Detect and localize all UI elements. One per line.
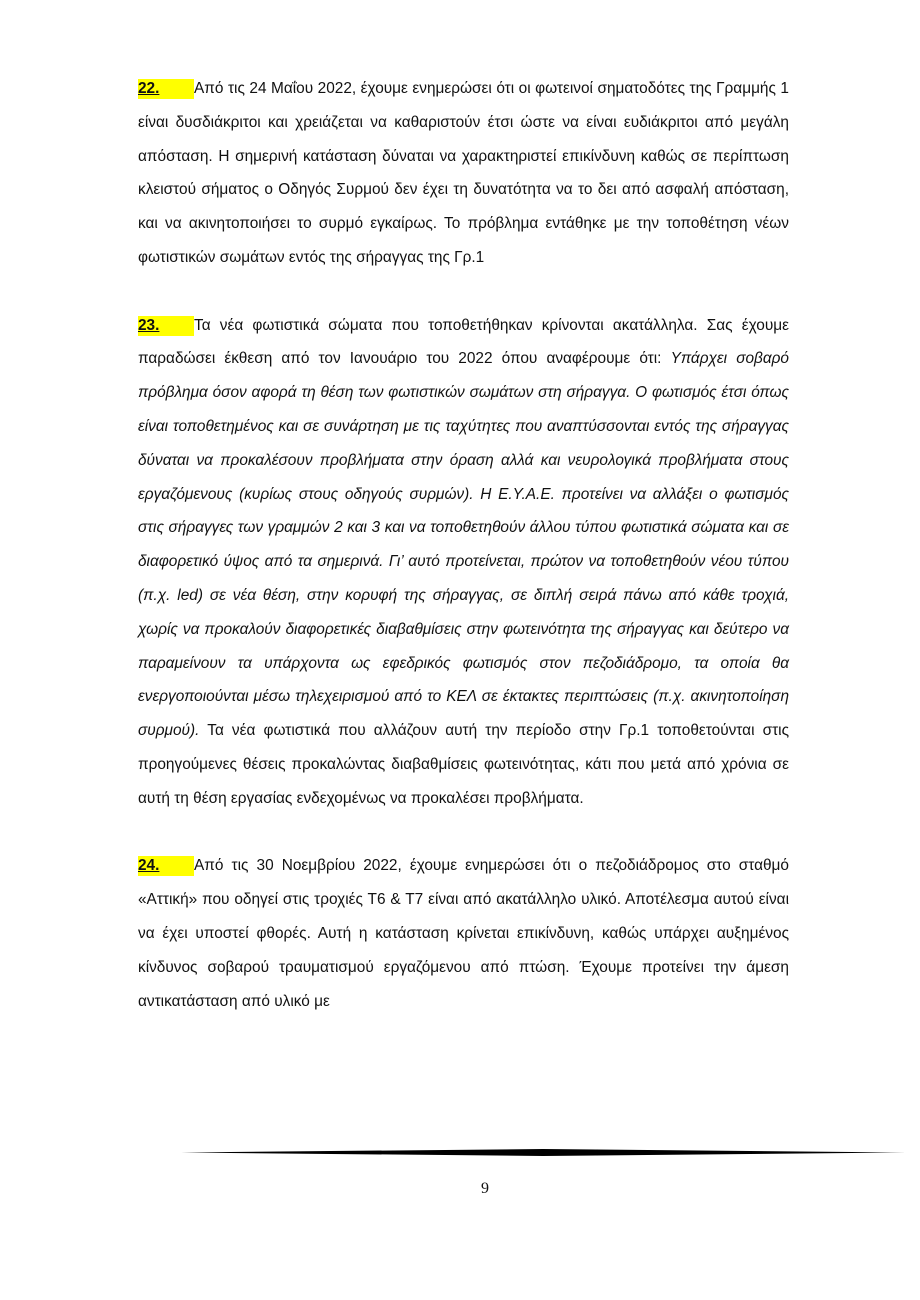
page-number: 9 bbox=[481, 1180, 489, 1197]
paragraph-text: Τα νέα φωτιστικά που αλλάζουν αυτή την περίοδο στην Γρ.1 τοποθετούνται στις προηγούμενες θέσεις προκαλώντας διαβαθμίσεις φωτεινότητας, κάτι που μετά από χρόνια σε αυτή τη θέση εργασίας ενδεχομένως να προκαλέσει προβλήματα. bbox=[138, 722, 789, 807]
paragraph-24 bbox=[138, 849, 789, 1018]
paragraph-number: 23. bbox=[138, 316, 194, 336]
paragraph-number: 24. bbox=[138, 856, 194, 876]
paragraph-text: Τα νέα φωτιστικά σώματα που τοποθετήθηκαν κρίνονται ακατάλληλα. Σας έχουμε παραδώσει έκθεση από τον Ιανουάριο του 2022 όπου αναφέρουμε ότι: bbox=[138, 316, 789, 368]
paragraph-text: Από τις 30 Νοεμβρίου 2022, έχουμε ενημερώσει ότι ο πεζοδιάδρομος στο σταθμό «Αττική» που οδηγεί στις τροχιές Τ6 & Τ7 είναι από ακατάλληλο υλικό. Αποτέλεσμα αυτού είναι να έχει υποστεί φθορές. Αυτή η κατάσταση κρίνεται επικίνδυνη, καθώς υπάρχει αυξημένος κίνδυνος σοβαρού τραυματισμού εργαζόμενου από πτώση. Έχουμε προτείνει την άμεση αντικατάσταση από υλικό με bbox=[138, 857, 789, 1010]
paragraph-23 bbox=[138, 309, 789, 816]
quoted-report-text: Υπάρχει σοβαρό πρόβλημα όσον αφορά τη θέση των φωτιστικών σωμάτων στη σήραγγα. Ο φωτισμός έτσι όπως είναι τοποθετημένος και σε συνάρτηση με τις ταχύτητες που αναπτύσσονται εντός της σήραγγας δύναται να προκαλέσουν προβλήματα στην όραση αλλά και νευρολογικά προβλήματα στους εργαζόμενους (κυρίως στους οδηγούς συρμών). Η Ε.Υ.Α.Ε. προτείνει να αλλάξει ο φωτισμός στις σήραγγες των γραμμών 2 και 3 και να τοποθετηθούν άλλου τύπου φωτιστικά σώματα και σε διαφορετικό ύψος από τα σημερινά. Γι’ αυτό προτείνεται, πρώτον να τοποθετηθούν νέου τύπου (π.χ. led) σε νέα θέση, στην κορυφή της σήραγγας, σε διπλή σειρά πάνω από κάθε τροχιά, χωρίς να προκαλούν διαφορετικές διαβαθμίσεις στην φωτεινότητα της σήραγγας και δεύτερο να παραμείνουν τα υπάρχοντα ως εφεδρικός φωτισμός στον πεζοδιάδρομο, τα οποία θα ενεργοποιούνται μέσω τηλεχειρισμού από το ΚΕΛ σε έκτακτες περιπτώσεις (π.χ. ακινητοποίηση συρμού). bbox=[138, 350, 789, 740]
footer-divider bbox=[181, 1149, 906, 1156]
paragraph-22 bbox=[138, 72, 789, 275]
document-body bbox=[138, 72, 789, 1052]
paragraph-number: 22. bbox=[138, 79, 194, 99]
paragraph-text: Από τις 24 Μαΐου 2022, έχουμε ενημερώσει ότι οι φωτεινοί σηματοδότες της Γραμμής 1 είναι δυσδιάκριτοι και χρειάζεται να καθαριστούν έτσι ώστε να είναι ευδιάκριτοι από μεγάλη απόσταση. Η σημερινή κατάσταση δύναται να χαρακτηριστεί επικίνδυνη καθώς σε περίπτωση κλειστού σήματος ο Οδηγός Συρμού δεν έχει τη δυνατότητα να το δει από ασφαλή απόσταση, και να ακινητοποιήσει το συρμό εγκαίρως. Το πρόβλημα εντάθηκε με την τοποθέτηση νέων φωτιστικών σωμάτων εντός της σήραγγας της Γρ.1 bbox=[138, 80, 789, 266]
